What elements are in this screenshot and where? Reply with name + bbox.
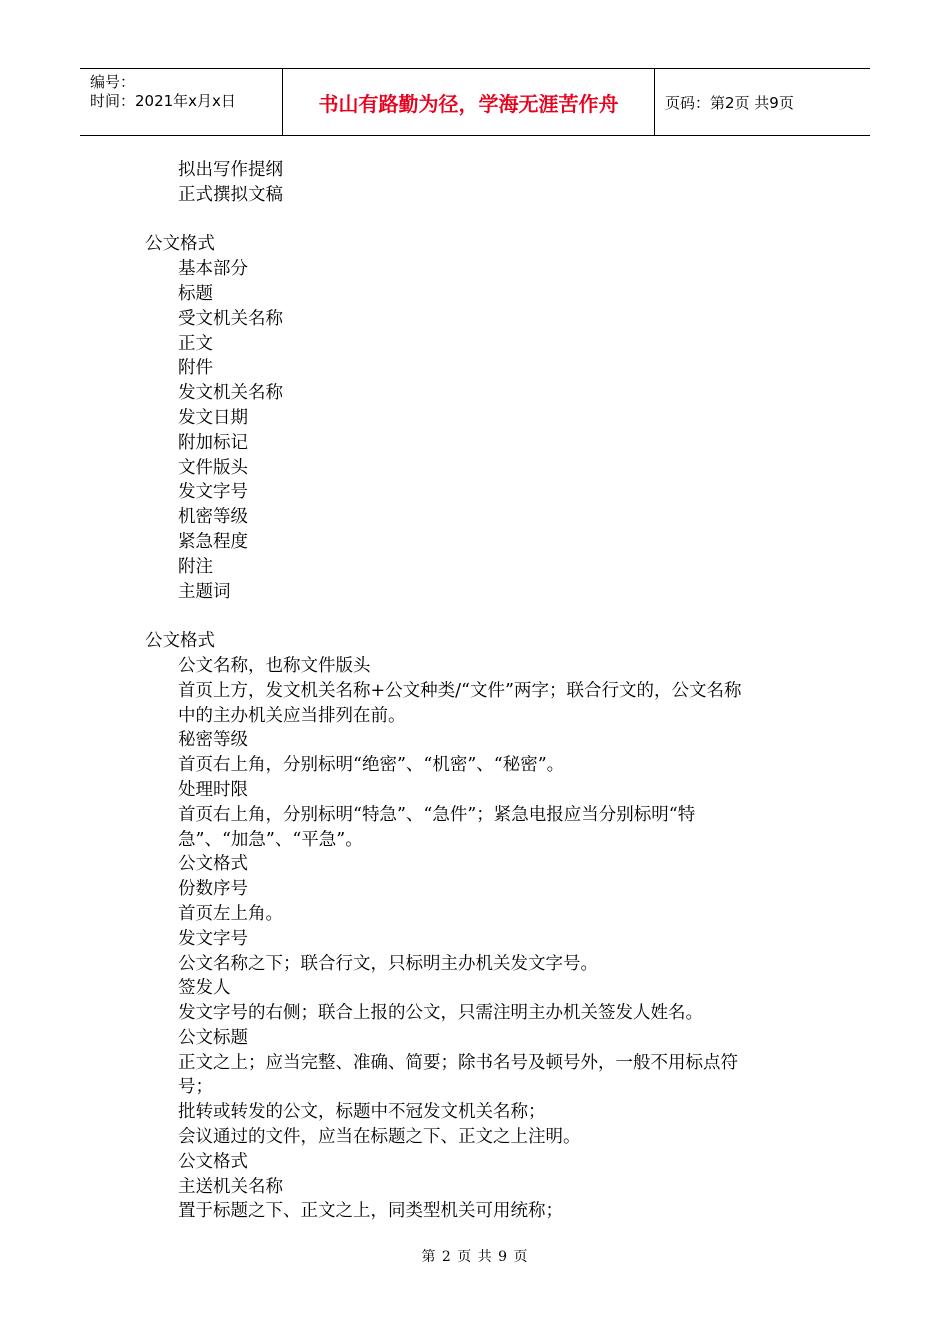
text-line: 首页右上角，分别标明“特急”、“急件”；紧急电报应当分别标明“特 (178, 804, 696, 825)
paragraph-gap (0, 604, 950, 629)
time-label: 时间：2021年x月x日 (90, 92, 236, 110)
text-line: 首页左上角。 (178, 903, 283, 924)
section-heading: 公文格式 (145, 631, 215, 652)
text-line: 批转或转发的公文，标题中不冠发文机关名称； (178, 1102, 546, 1123)
text-line: 发文日期 (178, 407, 248, 428)
text-line: 公文格式 (178, 854, 248, 875)
text-line: 附注 (178, 556, 213, 577)
text-line: 主题词 (178, 581, 231, 602)
text-line: 份数序号 (178, 879, 248, 900)
text-line: 会议通过的文件，应当在标题之下、正文之上注明。 (178, 1127, 581, 1148)
header-page-number: 页码：第2页 共9页 (665, 93, 794, 112)
text-line: 公文格式 (178, 1151, 248, 1172)
text-line: 受文机关名称 (178, 308, 283, 329)
text-line: 置于标题之下、正文之上，同类型机关可用统称； (178, 1201, 563, 1222)
text-line: 号； (178, 1077, 213, 1098)
text-line: 公文标题 (178, 1027, 248, 1048)
serial-number-label: 编号： (90, 73, 136, 91)
text-line: 急”、“加急”、“平急”。 (178, 829, 363, 850)
page-header (80, 68, 870, 136)
text-line: 发文字号的右侧；联合上报的公文，只需注明主办机关签发人姓名。 (178, 1003, 703, 1024)
text-line: 发文字号 (178, 928, 248, 949)
text-line: 首页右上角，分别标明“绝密”、“机密”、“秘密”。 (178, 755, 565, 776)
paragraph-gap (0, 208, 950, 233)
text-line: 发文字号 (178, 482, 248, 503)
text-line: 处理时限 (178, 779, 248, 800)
text-line: 首页上方，发文机关名称+公文种类/“文件”两字；联合行文的，公文名称 (178, 680, 742, 701)
text-line: 基本部分 (178, 259, 248, 280)
text-line: 中的主办机关应当排列在前。 (178, 705, 406, 726)
page-footer: 第 2 页 共 9 页 (421, 1249, 529, 1265)
text-line: 公文名称之下；联合行文，只标明主办机关发文字号。 (178, 953, 598, 974)
section-heading: 公文格式 (145, 234, 215, 255)
text-line: 拟出写作提纲 (178, 160, 283, 180)
text-line: 紧急程度 (178, 531, 248, 552)
text-line: 正式撰拟文稿 (178, 184, 283, 205)
text-line: 正文 (178, 333, 213, 354)
text-line: 附加标记 (178, 432, 248, 453)
text-line: 标题 (178, 283, 213, 304)
text-line: 发文机关名称 (178, 383, 283, 404)
text-line: 签发人 (178, 978, 231, 999)
header-meta (80, 69, 282, 135)
header-motto: 书山有路勤为径，学海无涯苦作舟 (282, 69, 655, 135)
document-body (0, 158, 950, 1224)
text-line: 公文名称，也称文件版头 (178, 655, 371, 676)
text-line: 秘密等级 (178, 730, 248, 751)
text-line: 机密等级 (178, 507, 248, 528)
text-line: 主送机关名称 (178, 1176, 283, 1197)
text-line: 文件版头 (178, 457, 248, 478)
text-line: 附件 (178, 358, 213, 379)
text-line: 正文之上；应当完整、准确、简要；除书名号及顿号外，一般不用标点符 (178, 1052, 738, 1073)
